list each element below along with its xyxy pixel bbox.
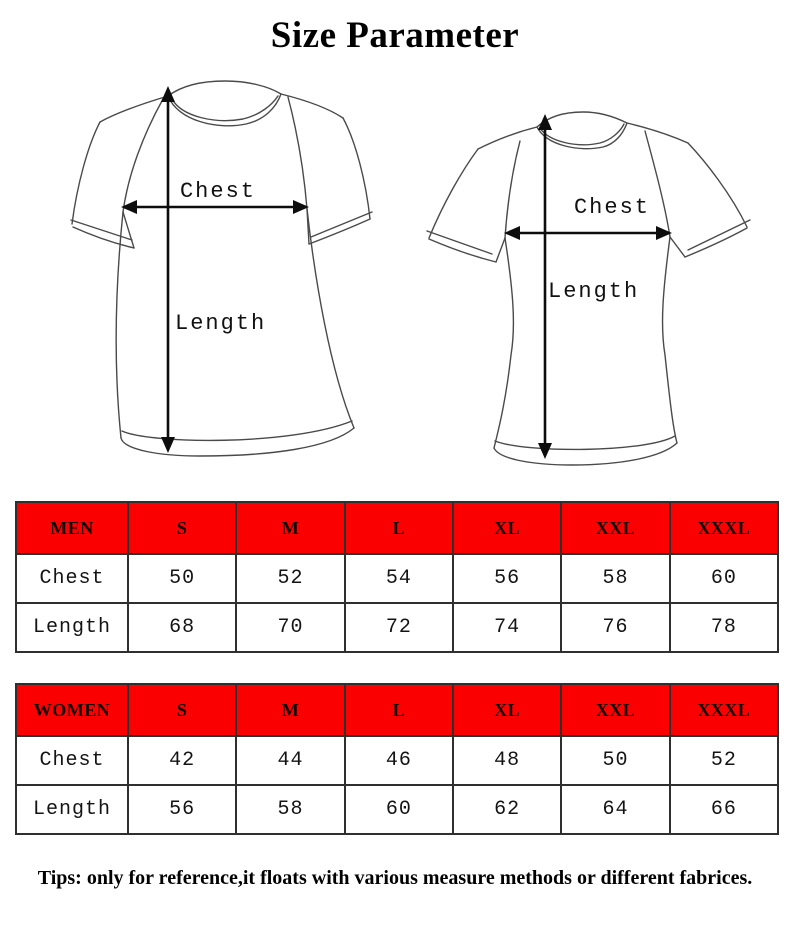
women-chest-label: Chest (573, 195, 651, 220)
table-cell: 54 (345, 554, 453, 603)
tips-note: Tips: only for reference,it floats with various measure methods or different fabrices. (37, 867, 753, 889)
men-header-cell: S (128, 502, 236, 554)
table-cell: 56 (128, 785, 236, 834)
table-cell: 62 (453, 785, 561, 834)
men-header-cell: XXL (561, 502, 669, 554)
size-table-women (15, 683, 779, 835)
women-header-cell: XXXL (670, 684, 778, 736)
row-label: Length (16, 785, 128, 834)
women-header-row (16, 684, 778, 736)
table-cell: 50 (561, 736, 669, 785)
table-cell: 58 (561, 554, 669, 603)
table-cell: 48 (453, 736, 561, 785)
women-chest-arrow (504, 226, 672, 240)
table-cell: 68 (128, 603, 236, 652)
row-label: Chest (16, 736, 128, 785)
men-header-cell: XXXL (670, 502, 778, 554)
women-header-cell: L (345, 684, 453, 736)
women-header-cell: S (128, 684, 236, 736)
men-header-cell: MEN (16, 502, 128, 554)
row-label: Length (16, 603, 128, 652)
men-length-label: Length (175, 311, 267, 336)
women-length-label: Length (548, 279, 640, 304)
table-cell: 44 (236, 736, 344, 785)
men-header-cell: M (236, 502, 344, 554)
men-length-row (16, 603, 778, 652)
men-header-cell: L (345, 502, 453, 554)
table-cell: 66 (670, 785, 778, 834)
women-length-row (16, 785, 778, 834)
table-cell: 52 (236, 554, 344, 603)
size-table-men (15, 501, 779, 653)
women-chest-row (16, 736, 778, 785)
table-cell: 42 (128, 736, 236, 785)
men-length-arrow (161, 86, 175, 453)
men-header-cell: XL (453, 502, 561, 554)
table-cell: 60 (670, 554, 778, 603)
women-header-cell: WOMEN (16, 684, 128, 736)
table-cell: 52 (670, 736, 778, 785)
women-header-cell: M (236, 684, 344, 736)
table-cell: 56 (453, 554, 561, 603)
page-title: Size Parameter (270, 15, 520, 56)
table-cell: 50 (128, 554, 236, 603)
table-cell: 74 (453, 603, 561, 652)
table-cell: 58 (236, 785, 344, 834)
table-cell: 72 (345, 603, 453, 652)
table-cell: 70 (236, 603, 344, 652)
table-cell: 60 (345, 785, 453, 834)
row-label: Chest (16, 554, 128, 603)
shirt-measurement-diagram (0, 75, 790, 480)
table-cell: 64 (561, 785, 669, 834)
men-chest-label: Chest (179, 179, 257, 204)
men-shirt-illustration (71, 81, 372, 456)
men-header-row (16, 502, 778, 554)
women-header-cell: XXL (561, 684, 669, 736)
women-header-cell: XL (453, 684, 561, 736)
table-cell: 76 (561, 603, 669, 652)
table-cell: 78 (670, 603, 778, 652)
men-chest-row (16, 554, 778, 603)
table-cell: 46 (345, 736, 453, 785)
